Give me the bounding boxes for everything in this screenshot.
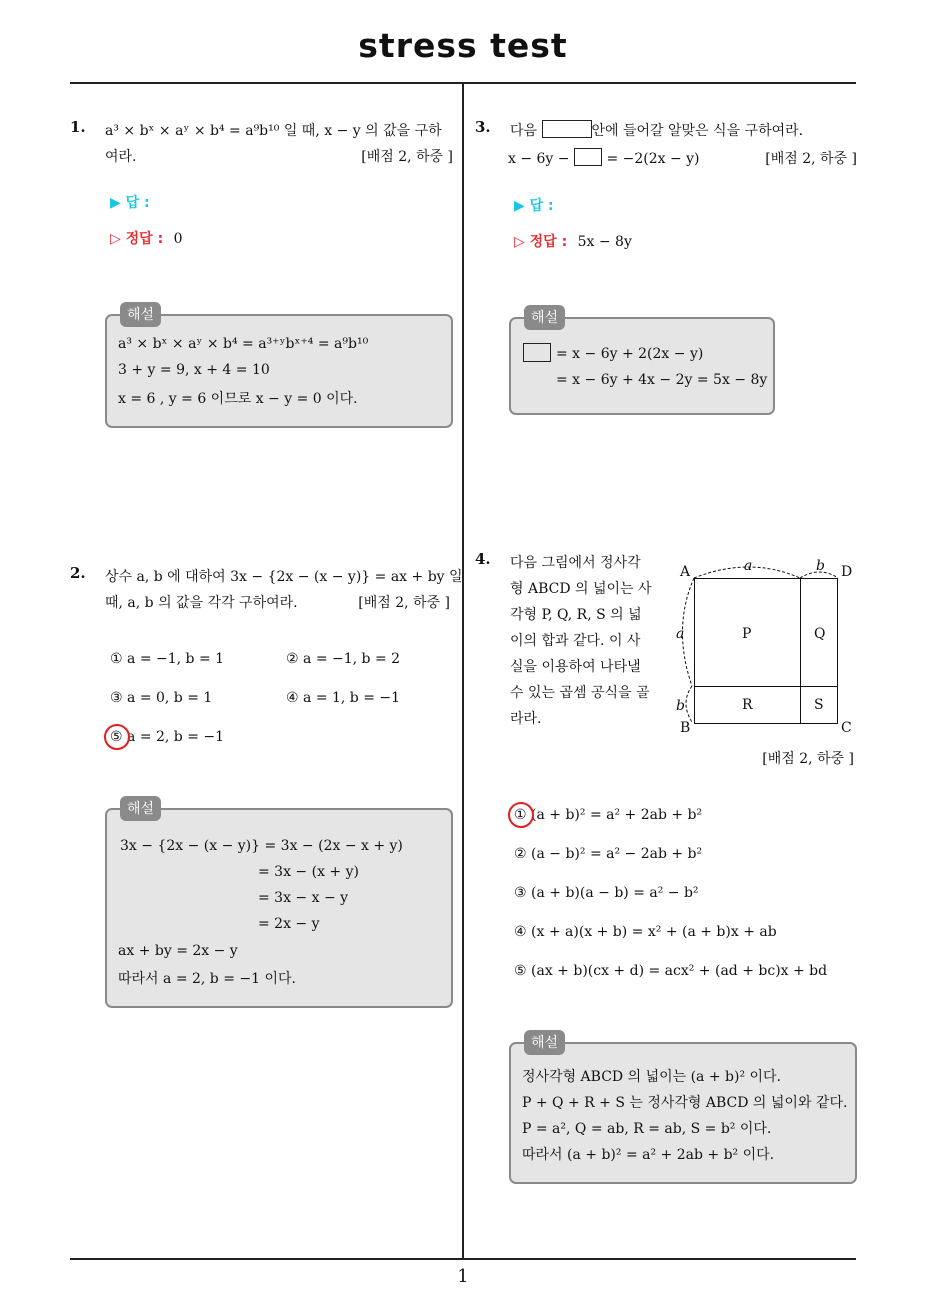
explanation-line: = 3x − x − y xyxy=(258,890,349,906)
selected-answer-mark xyxy=(104,724,130,750)
question-number: 2. xyxy=(70,564,86,582)
explanation-line: 따라서 (a + b)² = a² + 2ab + b² 이다. xyxy=(522,1147,775,1163)
explanation-line: x = 6 , y = 6 이므로 x − y = 0 이다. xyxy=(118,391,358,407)
page-number: 1 xyxy=(457,1266,469,1287)
score-meta: [배점 2, 하중 ] xyxy=(358,595,450,611)
explanation-line: = x − 6y + 2(2x − y) xyxy=(556,346,704,362)
explanation-tag: 해설 xyxy=(524,1030,565,1055)
choice-text: a = 0, b = 1 xyxy=(127,690,213,706)
question-text-part: 다음 xyxy=(510,123,538,139)
region-label-s: S xyxy=(814,697,824,713)
question-number: 4. xyxy=(475,550,491,568)
footer-rule xyxy=(70,1258,856,1260)
answer-blank-box xyxy=(523,343,551,362)
choice-option-2[interactable] xyxy=(286,651,400,667)
explanation-line: 3x − {2x − (x − y)} = 3x − (2x − x + y) xyxy=(120,838,403,854)
choice-number: ② xyxy=(514,846,527,862)
choice-number: ② xyxy=(286,651,299,667)
choice-text: a = 2, b = −1 xyxy=(127,729,225,745)
question-number: 1. xyxy=(70,118,86,136)
explanation-tag: 해설 xyxy=(524,305,565,330)
choice-text: (a + b)(a − b) = a² − b² xyxy=(531,885,699,901)
region-label-q: Q xyxy=(814,626,826,642)
choice-option-4[interactable] xyxy=(514,924,777,940)
question-text-line: 이의 합과 같다. 이 사 xyxy=(510,633,641,649)
explanation-tag: 해설 xyxy=(120,796,161,821)
explanation-line: ax + by = 2x − y xyxy=(118,943,238,959)
choice-text: (a + b)² = a² + 2ab + b² xyxy=(531,807,703,823)
choice-text: (x + a)(x + b) = x² + (a + b)x + ab xyxy=(531,924,777,940)
question-text-part: = −2(2x − y) xyxy=(606,151,700,167)
choice-option-3[interactable] xyxy=(110,690,212,706)
choice-number: ④ xyxy=(286,690,299,706)
explanation-line: 정사각형 ABCD 의 넓이는 (a + b)² 이다. xyxy=(522,1069,782,1085)
choice-number: ① xyxy=(110,651,123,667)
question-text-line: a³ × bˣ × aʸ × b⁴ = a⁹b¹⁰ 일 때, x − y 의 값을 구하 xyxy=(105,123,442,139)
choice-option-4[interactable] xyxy=(286,690,400,706)
vertex-label-a: A xyxy=(680,564,691,580)
correct-answer-value: 5x − 8y xyxy=(577,234,632,250)
score-meta: [배점 2, 하중 ] xyxy=(765,151,857,167)
explanation-line: 따라서 a = 2, b = −1 이다. xyxy=(118,971,296,987)
explanation-line: = 2x − y xyxy=(258,916,320,932)
explanation-line: a³ × bˣ × aʸ × b⁴ = a³⁺ʸbˣ⁺⁴ = a⁹b¹⁰ xyxy=(118,336,369,352)
explanation-line: = 3x − (x + y) xyxy=(258,864,359,880)
choice-number: ③ xyxy=(110,690,123,706)
question-text-line xyxy=(508,148,700,167)
side-label-left-b: b xyxy=(676,698,685,714)
correct-answer xyxy=(110,228,183,248)
explanation-line: P + Q + R + S 는 정사각형 ABCD 의 넓이와 같다. xyxy=(522,1095,848,1111)
score-meta: [배점 2, 하중 ] xyxy=(762,751,854,767)
choice-text: a = −1, b = 2 xyxy=(303,651,401,667)
answer-blank-box xyxy=(574,148,602,166)
explanation-line: P = a², Q = ab, R = ab, S = b² 이다. xyxy=(522,1121,772,1137)
question-number: 3. xyxy=(475,118,491,136)
question-text-line: 여라. xyxy=(105,149,137,165)
score-meta: [배점 2, 하중 ] xyxy=(361,149,453,165)
page-title: stress test xyxy=(358,26,568,65)
choice-number: ⑤ xyxy=(110,729,123,745)
square-figure xyxy=(670,558,860,748)
region-label-r: R xyxy=(742,697,753,713)
question-text-line: 실을 이용하여 나타낼 xyxy=(510,659,641,675)
question-text-line: 다음 그림에서 정사각 xyxy=(510,555,641,571)
correct-answer-label: ▷ 정답 : xyxy=(110,231,164,247)
choice-number: ③ xyxy=(514,885,527,901)
vertex-label-c: C xyxy=(841,720,852,736)
answer-input-label[interactable]: ▶ 답 : xyxy=(514,198,554,214)
choice-text: (ax + b)(cx + d) = acx² + (ad + bc)x + bd xyxy=(531,963,828,979)
explanation-line: 3 + y = 9, x + 4 = 10 xyxy=(118,362,270,378)
question-text-line xyxy=(510,120,803,140)
explanation-line: = x − 6y + 4x − 2y = 5x − 8y xyxy=(556,372,768,388)
choice-number: ① xyxy=(514,807,527,823)
question-text-line: 각형 P, Q, R, S 의 넓 xyxy=(510,607,642,623)
explanation-box xyxy=(509,317,775,415)
question-text-line: 상수 a, b 에 대하여 3x − {2x − (x − y)} = ax + by 일 xyxy=(105,569,463,585)
choice-option-1[interactable] xyxy=(110,651,224,667)
correct-answer-label: ▷ 정답 : xyxy=(514,234,568,250)
square-inner-line xyxy=(800,578,801,724)
choice-text: a = −1, b = 1 xyxy=(127,651,225,667)
question-text-line: 라라. xyxy=(510,711,542,727)
correct-answer xyxy=(514,231,632,251)
choice-number: ④ xyxy=(514,924,527,940)
column-divider xyxy=(462,84,464,1260)
choice-text: (a − b)² = a² − 2ab + b² xyxy=(531,846,703,862)
explanation-tag: 해설 xyxy=(120,302,161,327)
choice-option-2[interactable] xyxy=(514,846,702,862)
side-label-top-b: b xyxy=(816,558,825,574)
question-text-part: x − 6y − xyxy=(508,151,570,167)
vertex-label-b: B xyxy=(680,720,691,736)
choice-text: a = 1, b = −1 xyxy=(303,690,401,706)
question-text-line: 형 ABCD 의 넓이는 사 xyxy=(510,581,652,597)
answer-blank-box xyxy=(542,120,592,138)
correct-answer-value: 0 xyxy=(173,231,183,247)
region-label-p: P xyxy=(742,626,752,642)
selected-answer-mark xyxy=(508,802,534,828)
choice-option-3[interactable] xyxy=(514,885,699,901)
question-text-part: 안에 들어갈 알맞은 식을 구하여라. xyxy=(591,123,804,139)
side-label-top-a: a xyxy=(744,558,753,574)
question-text-line: 때, a, b 의 값을 각각 구하여라. xyxy=(105,595,298,611)
square-inner-line xyxy=(694,686,838,687)
vertex-label-d: D xyxy=(841,564,853,580)
side-label-left-a: a xyxy=(676,626,685,642)
question-text-line: 수 있는 곱셈 공식을 골 xyxy=(510,685,650,701)
choice-option-1[interactable] xyxy=(514,807,702,823)
choice-option-5[interactable] xyxy=(514,963,827,979)
answer-input-label[interactable]: ▶ 답 : xyxy=(110,195,150,211)
choice-number: ⑤ xyxy=(514,963,527,979)
